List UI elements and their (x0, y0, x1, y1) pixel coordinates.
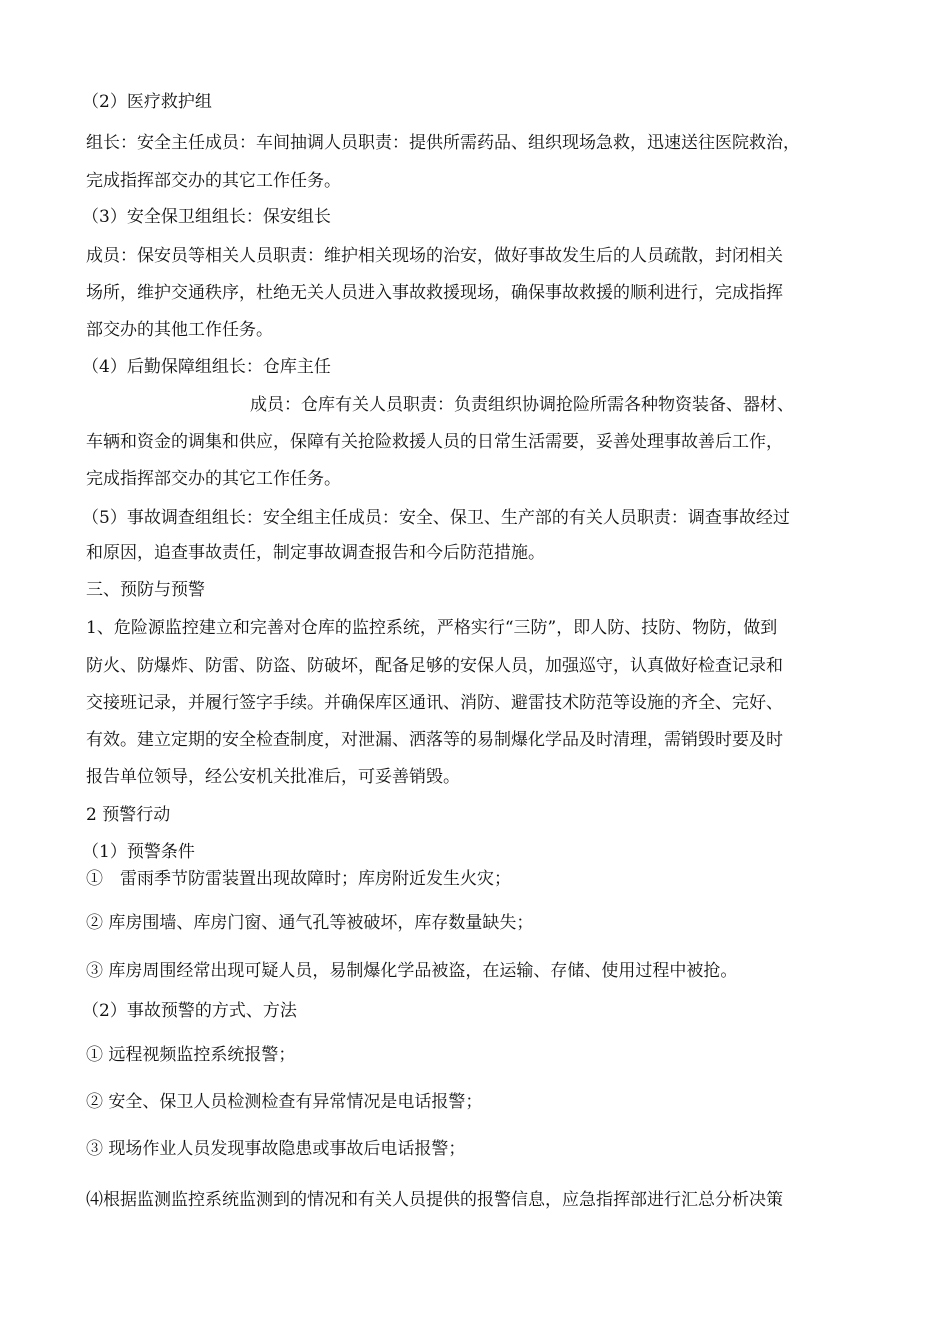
paragraph-line: 报告单位领导，经公安机关批准后，可妥善销毁。 (86, 767, 460, 787)
section-heading-prevention: 三、预防与预警 (86, 580, 205, 600)
subsection-heading-warning-methods: （2）事故预警的方式、方法 (82, 1001, 297, 1021)
list-item: ② 库房围墙、库房门窗、通气孔等被破坏，库存数量缺失； (86, 913, 534, 933)
paragraph-line: 成员：保安员等相关人员职责：维护相关现场的治安，做好事故发生后的人员疏散，封闭相关 (86, 246, 783, 266)
paragraph-line: 完成指挥部交办的其它工作任务。 (86, 469, 341, 489)
heading-investigation-group: （5）事故调查组组长：安全组主任成员：安全、保卫、生产部的有关人员职责：调查事故经过 (82, 508, 790, 528)
list-item: ③ 库房周围经常出现可疑人员，易制爆化学品被盗，在运输、存储、使用过程中被抢。 (86, 961, 738, 981)
heading-security-group: （3）安全保卫组组长：保安组长 (82, 207, 331, 227)
list-item: ① 雷雨季节防雷装置出现故障时；库房附近发生火灾； (86, 869, 511, 889)
paragraph-line: 有效。建立定期的安全检查制度，对泄漏、洒落等的易制爆化学品及时清理，需销毁时要及时 (86, 730, 783, 750)
paragraph-line: 组长：安全主任成员：车间抽调人员职责：提供所需药品、组织现场急救，迅速送往医院救治， (86, 133, 800, 153)
heading-medical-rescue-group: （2）医疗救护组 (82, 92, 212, 112)
list-item: ② 安全、保卫人员检测检查有异常情况是电话报警； (86, 1092, 483, 1112)
paragraph-line: 1、危险源监控建立和完善对仓库的监控系统，严格实行“三防”，即人防、技防、物防，做到 (86, 618, 778, 638)
paragraph-line: 和原因，追查事故责任，制定事故调查报告和今后防范措施。 (86, 543, 545, 563)
paragraph-line: 车辆和资金的调集和供应，保障有关抢险救援人员的日常生活需要，妥善处理事故善后工作， (86, 432, 783, 452)
list-item: ③ 现场作业人员发现事故隐患或事故后电话报警； (86, 1139, 466, 1159)
subsection-heading-warning-actions: 2 预警行动 (86, 805, 171, 825)
list-item: ① 远程视频监控系统报警； (86, 1045, 296, 1065)
paragraph-line: 场所，维护交通秩序，杜绝无关人员进入事故救援现场，确保事故救援的顺利进行，完成指挥 (86, 283, 783, 303)
paragraph-line: 交接班记录，并履行签字手续。并确保库区通讯、消防、避雷技术防范等设施的齐全、完好、 (86, 693, 783, 713)
paragraph-line: 防火、防爆炸、防雷、防盗、防破坏，配备足够的安保人员，加强巡守，认真做好检查记录和 (86, 656, 783, 676)
heading-logistics-group: （4）后勤保障组组长：仓库主任 (82, 357, 331, 377)
paragraph-line: 完成指挥部交办的其它工作任务。 (86, 171, 341, 191)
list-item: ⑷根据监测监控系统监测到的情况和有关人员提供的报警信息，应急指挥部进行汇总分析决策 (86, 1190, 783, 1210)
subsection-heading-warning-conditions: （1）预警条件 (82, 842, 195, 862)
paragraph-line: 成员：仓库有关人员职责：负责组织协调抢险所需各种物资装备、器材、 (250, 395, 794, 415)
paragraph-line: 部交办的其他工作任务。 (86, 320, 273, 340)
